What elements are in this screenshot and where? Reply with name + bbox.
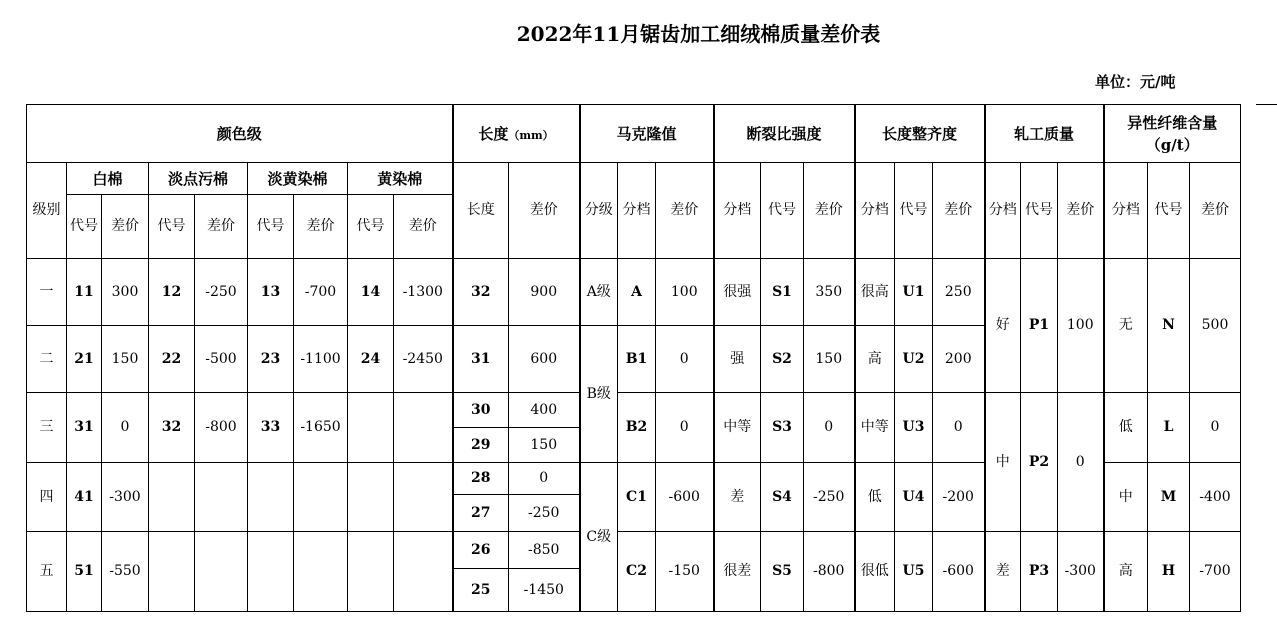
header-mic-tier: 分档: [618, 163, 656, 259]
header-spotted-diff: 差价: [195, 195, 248, 259]
header-light-yellow: 淡黄染棉: [248, 163, 348, 195]
str-tier: 强: [714, 326, 761, 393]
ff-code: H: [1148, 532, 1190, 612]
empty-cell: [149, 532, 195, 612]
header-gin-code: 代号: [1021, 163, 1058, 259]
header-ff-code: 代号: [1148, 163, 1190, 259]
length-diff: 0: [509, 463, 580, 495]
ff-code: N: [1148, 259, 1190, 393]
divider: [1256, 104, 1277, 105]
mic-diff: 0: [656, 393, 714, 463]
ff-diff: 500: [1190, 259, 1241, 393]
spotted-code: 22: [149, 326, 195, 393]
grade-cell: 五: [27, 532, 67, 612]
length-diff: 900: [509, 259, 580, 326]
ff-code: M: [1148, 463, 1190, 532]
gin-tier: 中: [985, 393, 1021, 532]
empty-cell: [394, 532, 453, 612]
header-grade: 级别: [27, 163, 67, 259]
ff-tier: 无: [1104, 259, 1148, 393]
grade-cell: 一: [27, 259, 67, 326]
light-yellow-diff: -1650: [294, 393, 348, 463]
gin-code: P1: [1021, 259, 1058, 393]
uni-tier: 很低: [855, 532, 895, 612]
white-diff: -300: [102, 463, 149, 532]
gin-code: P2: [1021, 393, 1058, 532]
str-diff: -800: [804, 532, 855, 612]
white-code: 51: [67, 532, 102, 612]
str-diff: 0: [804, 393, 855, 463]
yellow-diff-empty: [394, 393, 453, 463]
header-str-code: 代号: [761, 163, 804, 259]
ff-tier: 低: [1104, 393, 1148, 463]
header-mic-class: 分级: [580, 163, 618, 259]
empty-cell: [195, 532, 248, 612]
header-length: [453, 105, 580, 163]
header-yellow: 黄染棉: [348, 163, 453, 195]
price-difference-table: [26, 104, 1241, 612]
uni-diff: -600: [933, 532, 985, 612]
uni-diff: 0: [933, 393, 985, 463]
yellow-diff: -2450: [394, 326, 453, 393]
spotted-diff: -250: [195, 259, 248, 326]
white-code: 41: [67, 463, 102, 532]
length-value: 31: [453, 326, 509, 393]
header-y-diff: 差价: [394, 195, 453, 259]
length-diff: -850: [509, 532, 580, 569]
header-str-tier: 分档: [714, 163, 761, 259]
mic-tier: C1: [618, 463, 656, 532]
uni-tier: 高: [855, 326, 895, 393]
mic-class-a: A级: [580, 259, 618, 326]
header-gin-tier: 分档: [985, 163, 1021, 259]
uni-code: U4: [895, 463, 933, 532]
length-value: 32: [453, 259, 509, 326]
mic-tier: B1: [618, 326, 656, 393]
uni-code: U1: [895, 259, 933, 326]
uni-diff: 200: [933, 326, 985, 393]
white-diff: 150: [102, 326, 149, 393]
ff-diff: -700: [1190, 532, 1241, 612]
header-micronaire: 马克隆值: [580, 105, 714, 163]
str-code: S1: [761, 259, 804, 326]
header-spotted-code: 代号: [149, 195, 195, 259]
header-light-spotted: 淡点污棉: [149, 163, 248, 195]
gin-diff: -300: [1058, 532, 1104, 612]
str-code: S5: [761, 532, 804, 612]
white-code: 21: [67, 326, 102, 393]
white-code: 31: [67, 393, 102, 463]
ff-diff: -400: [1190, 463, 1241, 532]
uni-tier: 中等: [855, 393, 895, 463]
spotted-diff: -500: [195, 326, 248, 393]
header-foreign-fiber: [1104, 105, 1241, 163]
mic-diff: -600: [656, 463, 714, 532]
length-diff: 600: [509, 326, 580, 393]
header-gin-diff: 差价: [1058, 163, 1104, 259]
uni-code: U2: [895, 326, 933, 393]
empty-cell: [394, 463, 453, 532]
empty-cell: [248, 532, 294, 612]
header-length-text: 长度: [478, 124, 509, 143]
mic-class-c: C级: [580, 463, 618, 612]
uni-code: U3: [895, 393, 933, 463]
header-ff-tier: 分档: [1104, 163, 1148, 259]
str-code: S3: [761, 393, 804, 463]
length-diff: -250: [509, 495, 580, 532]
yellow-diff: -1300: [394, 259, 453, 326]
str-diff: -250: [804, 463, 855, 532]
light-yellow-diff: -1100: [294, 326, 348, 393]
length-value: 28: [453, 463, 509, 495]
header-ly-diff: 差价: [294, 195, 348, 259]
length-value: 27: [453, 495, 509, 532]
header-foreign-fiber-unit: （g/t）: [1145, 135, 1199, 154]
grade-cell: 三: [27, 393, 67, 463]
grade-cell: 四: [27, 463, 67, 532]
gin-code: P3: [1021, 532, 1058, 612]
str-diff: 150: [804, 326, 855, 393]
yellow-code-empty: [348, 393, 394, 463]
str-code: S2: [761, 326, 804, 393]
white-code: 11: [67, 259, 102, 326]
header-length-diff: 差价: [509, 163, 580, 259]
mic-diff: -150: [656, 532, 714, 612]
header-y-code: 代号: [348, 195, 394, 259]
str-tier: 很强: [714, 259, 761, 326]
empty-cell: [348, 532, 394, 612]
length-diff: 400: [509, 393, 580, 428]
header-length-unit: （mm）: [508, 128, 554, 142]
mic-diff: 0: [656, 326, 714, 393]
header-uni-diff: 差价: [933, 163, 985, 259]
ff-tier: 中: [1104, 463, 1148, 532]
spotted-code: 32: [149, 393, 195, 463]
mic-tier: B2: [618, 393, 656, 463]
length-diff: 150: [509, 428, 580, 463]
str-code: S4: [761, 463, 804, 532]
uni-diff: 250: [933, 259, 985, 326]
gin-diff: 100: [1058, 259, 1104, 393]
header-foreign-fiber-text: 异性纤维含量: [1127, 113, 1218, 132]
header-uni-code: 代号: [895, 163, 933, 259]
length-value: 29: [453, 428, 509, 463]
uni-tier: 很高: [855, 259, 895, 326]
header-strength: 断裂比强度: [714, 105, 855, 163]
spotted-code: 12: [149, 259, 195, 326]
header-ly-code: 代号: [248, 195, 294, 259]
header-length-col: 长度: [453, 163, 509, 259]
header-white: 白棉: [67, 163, 149, 195]
header-mic-diff: 差价: [656, 163, 714, 259]
yellow-code: 24: [348, 326, 394, 393]
header-uniformity: 长度整齐度: [855, 105, 985, 163]
str-diff: 350: [804, 259, 855, 326]
header-color-grade: 颜色级: [27, 105, 453, 163]
light-yellow-code: 13: [248, 259, 294, 326]
ff-diff: 0: [1190, 393, 1241, 463]
header-uni-tier: 分档: [855, 163, 895, 259]
grade-cell: 二: [27, 326, 67, 393]
yellow-code: 14: [348, 259, 394, 326]
uni-tier: 低: [855, 463, 895, 532]
empty-cell: [294, 532, 348, 612]
white-diff: -550: [102, 532, 149, 612]
header-ginning: 轧工质量: [985, 105, 1104, 163]
ff-tier: 高: [1104, 532, 1148, 612]
empty-cell: [294, 463, 348, 532]
ff-code: L: [1148, 393, 1190, 463]
light-yellow-code: 33: [248, 393, 294, 463]
header-ff-diff: 差价: [1190, 163, 1241, 259]
empty-cell: [248, 463, 294, 532]
length-value: 25: [453, 569, 509, 612]
page-title: 2022年11月锯齿加工细绒棉质量差价表: [516, 22, 881, 46]
length-value: 30: [453, 393, 509, 428]
header-white-diff: 差价: [102, 195, 149, 259]
white-diff: 0: [102, 393, 149, 463]
spotted-diff: -800: [195, 393, 248, 463]
mic-diff: 100: [656, 259, 714, 326]
header-str-diff: 差价: [804, 163, 855, 259]
gin-tier: 差: [985, 532, 1021, 612]
gin-tier: 好: [985, 259, 1021, 393]
length-value: 26: [453, 532, 509, 569]
length-diff: -1450: [509, 569, 580, 612]
mic-tier: C2: [618, 532, 656, 612]
str-tier: 差: [714, 463, 761, 532]
mic-tier: A: [618, 259, 656, 326]
unit-label: 单位：元/吨: [1095, 73, 1176, 91]
uni-code: U5: [895, 532, 933, 612]
empty-cell: [195, 463, 248, 532]
empty-cell: [149, 463, 195, 532]
gin-diff: 0: [1058, 393, 1104, 532]
mic-class-b: B级: [580, 326, 618, 463]
white-diff: 300: [102, 259, 149, 326]
str-tier: 中等: [714, 393, 761, 463]
header-white-code: 代号: [67, 195, 102, 259]
str-tier: 很差: [714, 532, 761, 612]
light-yellow-diff: -700: [294, 259, 348, 326]
uni-diff: -200: [933, 463, 985, 532]
empty-cell: [348, 463, 394, 532]
light-yellow-code: 23: [248, 326, 294, 393]
